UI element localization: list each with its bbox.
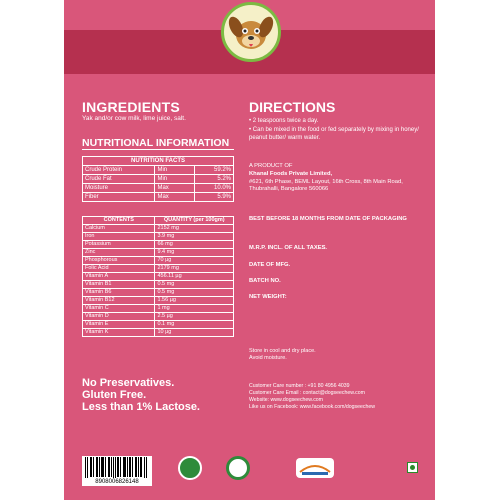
claim-text: Less than 1% Lactose. <box>82 401 200 413</box>
veg-symbol-icon <box>407 462 418 473</box>
dog-logo <box>221 2 281 62</box>
content-name: Vitamin A <box>83 273 155 281</box>
content-name: Vitamin E <box>83 321 155 329</box>
table-row <box>83 175 234 184</box>
nutrient-name: Crude Fat <box>83 175 155 184</box>
table-row <box>83 249 234 257</box>
mrp-text: M.R.P. INCL. OF ALL TAXES. <box>249 245 328 251</box>
content-qty: 10 µg <box>155 329 234 337</box>
nutrient-name: Moisture <box>83 184 155 193</box>
content-qty: 2152 mg <box>155 225 234 233</box>
table-row <box>83 193 234 202</box>
storage-line: Avoid moisture. <box>249 355 287 361</box>
directions-list <box>249 117 427 143</box>
table-row <box>83 289 234 297</box>
care-email: Customer Care Email : contact@dogseechew.com <box>249 390 365 396</box>
best-before: BEST BEFORE 18 MONTHS FROM DATE OF PACKAGING <box>249 216 407 222</box>
fssai-mark-icon <box>296 458 334 478</box>
nutrient-name: Fiber <box>83 193 155 202</box>
table-row <box>83 305 234 313</box>
net-weight: NET WEIGHT: <box>249 294 287 300</box>
nutrient-value: 59.2% <box>194 166 233 175</box>
content-name: Vitamin K <box>83 329 155 337</box>
nutrient-qualifier: Min <box>155 166 194 175</box>
nutrition-facts-table <box>82 156 234 202</box>
content-qty: 1.56 µg <box>155 297 234 305</box>
content-name: Zinc <box>83 249 155 257</box>
content-name: Potassium <box>83 241 155 249</box>
table-row <box>83 329 234 337</box>
quantity-header: QUANTITY (per 100gm) <box>155 217 234 225</box>
table-row <box>83 166 234 175</box>
certification-seal-icon <box>226 456 250 480</box>
content-name: Iron <box>83 233 155 241</box>
content-qty: 456.11 µg <box>155 273 234 281</box>
dog-face-icon <box>224 5 278 59</box>
table-row <box>83 313 234 321</box>
customer-care <box>249 383 375 411</box>
storage-line: Store in cool and dry place. <box>249 348 316 354</box>
content-name: Vitamin B6 <box>83 289 155 297</box>
ingredients-text: Yak and/or cow milk, lime juice, salt. <box>82 115 186 122</box>
product-claims <box>82 377 200 413</box>
company-name: Khanal Foods Private Limited, <box>249 171 333 177</box>
nutrient-qualifier: Max <box>155 193 194 202</box>
product-of-label: A PRODUCT OF <box>249 163 293 169</box>
care-number: Customer Care number : +91 80 4956 4039 <box>249 383 350 389</box>
export-quality-badge-icon <box>178 456 202 480</box>
barcode-icon <box>82 456 152 478</box>
content-qty: 1 mg <box>155 305 234 313</box>
batch-no: BATCH NO. <box>249 278 281 284</box>
content-qty: 0.1 mg <box>155 321 234 329</box>
table-row <box>83 184 234 193</box>
content-qty: 0.5 mg <box>155 281 234 289</box>
contents-table <box>82 216 234 337</box>
content-name: Vitamin B1 <box>83 281 155 289</box>
content-name: Folic Acid <box>83 265 155 273</box>
date-of-mfg: DATE OF MFG. <box>249 262 291 268</box>
content-qty: 2179 mg <box>155 265 234 273</box>
storage-instructions <box>249 348 316 362</box>
care-facebook: Like us on Facebook: www.facebook.com/dogseechew <box>249 404 376 410</box>
list-item: • 2 teaspoons twice a day. <box>249 117 427 125</box>
ingredients-heading: INGREDIENTS <box>82 99 180 115</box>
content-qty: 66 mg <box>155 241 234 249</box>
content-name: Vitamin B12 <box>83 297 155 305</box>
table-row <box>83 273 234 281</box>
content-qty: 3.9 mg <box>155 233 234 241</box>
content-name: Phosphorous <box>83 257 155 265</box>
claim-text: Gluten Free. <box>82 389 147 401</box>
nutrient-qualifier: Max <box>155 184 194 193</box>
table-row <box>83 297 234 305</box>
table-row <box>83 233 234 241</box>
claim-text: No Preservatives. <box>82 377 175 389</box>
nutrient-value: 5.9% <box>194 193 233 202</box>
package-back-panel <box>64 0 435 500</box>
nutrient-value: 10.0% <box>194 184 233 193</box>
content-qty: 2.5 µg <box>155 313 234 321</box>
table-row <box>83 265 234 273</box>
content-qty: 0.5 mg <box>155 289 234 297</box>
content-name: Calcium <box>83 225 155 233</box>
fssai-logo-icon <box>296 458 334 478</box>
nutritional-heading: NUTRITIONAL INFORMATION <box>82 137 230 149</box>
divider <box>82 149 234 150</box>
content-name: Vitamin C <box>83 305 155 313</box>
table-row <box>83 241 234 249</box>
directions-heading: DIRECTIONS <box>249 99 336 115</box>
barcode <box>82 456 152 478</box>
nutrient-qualifier: Min <box>155 175 194 184</box>
barcode-number: 8908006826148 <box>82 478 152 486</box>
table-row <box>83 321 234 329</box>
table-row <box>83 225 234 233</box>
nutrient-name: Crude Protein <box>83 166 155 175</box>
contents-header: CONTENTS <box>83 217 155 225</box>
content-qty: 70 µg <box>155 257 234 265</box>
nutrition-facts-title: NUTRITION FACTS <box>83 157 234 166</box>
list-item: • Can be mixed in the food or fed separately by mixing in honey/ peanut butter/ warm water. <box>249 126 427 142</box>
nutrient-value: 5.2% <box>194 175 233 184</box>
care-website: Website: www.dogseechew.com <box>249 397 324 403</box>
table-row <box>83 257 234 265</box>
table-row <box>83 281 234 289</box>
content-qty: 9.4 mg <box>155 249 234 257</box>
company-address: #621, 6th Phase, BEML Layout, 16th Cross, 8th Main Road, Thubrahalli, Bangalore 560066 <box>249 179 403 192</box>
content-name: Vitamin D <box>83 313 155 321</box>
